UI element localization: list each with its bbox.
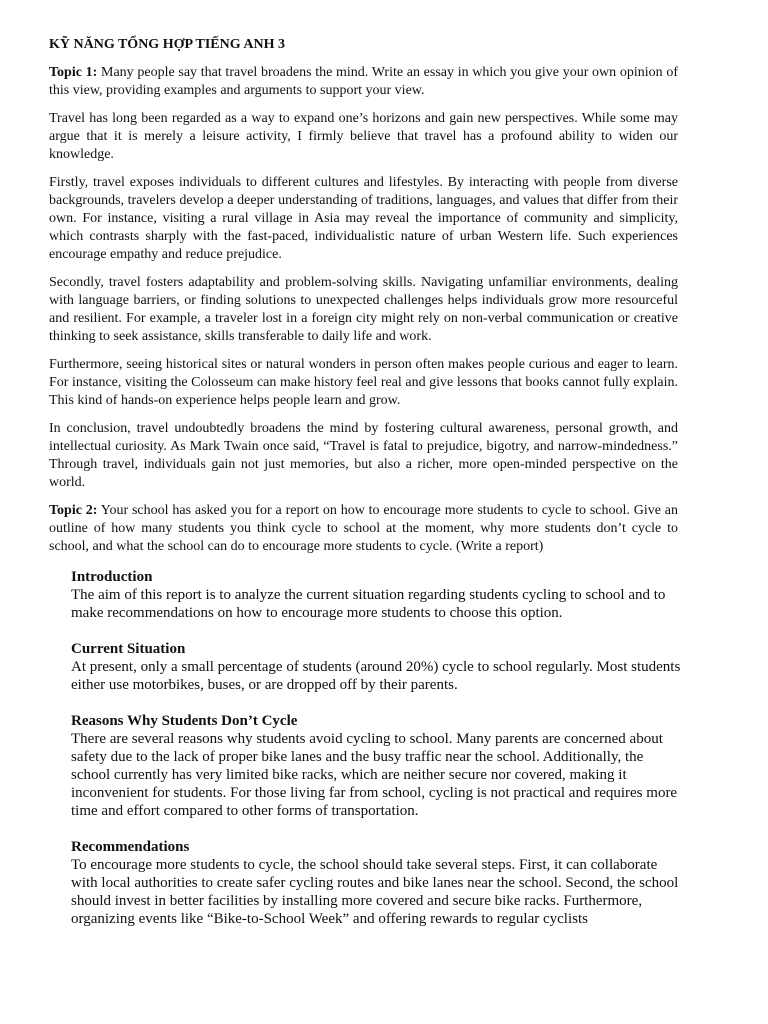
report-body: There are several reasons why students avoid cycling to school. Many parents are concerned about safety due to the lack of proper bike lanes and the busy traffic near the school. Additionally, the school currently has very limited bike racks, which are neither secure nor covered, making it inconvenient for students. For those living far from school, cycling is not practical and requires more time and effort compared to other forms of transportation. [71,731,678,819]
report-body: To encourage more students to cycle, the school should take several steps. First, it can collaborate with local authorities to create safer cycling routes and bike lanes near the school. Second, the school should invest in better facilities by installing more covered and secure bike racks. Furthermore, organizing events like “Bike-to-School Week” and offering rewards to regular cyclists [71,857,679,927]
essay-paragraph: In conclusion, travel undoubtedly broadens the mind by fostering cultural awareness, personal growth, and intellectual curiosity. As Mark Twain once said, “Travel is fatal to prejudice, bigotry, and narrow-mindedness.” Through travel, individuals gain not just memories, but also a richer, more open-minded perspective on the world. [49,421,678,490]
essay-paragraph: Secondly, travel fosters adaptability and problem-solving skills. Navigating unfamiliar environments, dealing with language barriers, or finding solutions to unexpected challenges helps individuals grow more resourceful and resilient. For example, a traveler lost in a foreign city might rely on non-verbal communication or creative thinking to seek assistance, skills transferable to daily life and work. [49,275,678,344]
topic1-prompt-text: Many people say that travel broadens the mind. Write an essay in which you give your own opinion of this view, providing examples and arguments to support your view. [49,65,678,98]
report-section-introduction [71,568,681,622]
report-content [71,568,681,946]
essay-paragraph: Travel has long been regarded as a way to expand one’s horizons and gain new perspectives. While some may argue that it is merely a leisure activity, I firmly believe that travel has a profound ability to widen our knowledge. [49,111,678,162]
topic2-prompt-text: Your school has asked you for a report on how to encourage more students to cycle to school. Give an outline of how many students you think cycle to school at the moment, why more students don’t cycle to school, and what the school can do to encourage more students to cycle. (Write a report) [49,503,679,554]
report-heading: Reasons Why Students Don’t Cycle [71,713,298,729]
report-section-current-situation [71,640,681,694]
topic1-label: Topic 1: [49,65,98,80]
document-title: KỸ NĂNG TỔNG HỢP TIẾNG ANH 3 [49,37,285,52]
report-body: The aim of this report is to analyze the current situation regarding students cycling to school and to make recommendations on how to encourage more students to choose this option. [71,587,666,621]
report-section-recommendations [71,838,681,928]
essay-paragraph: Firstly, travel exposes individuals to different cultures and lifestyles. By interacting with people from diverse backgrounds, travelers develop a deeper understanding of traditions, languages, and values that differ from their own. For instance, visiting a rural village in Asia may reveal the importance of community and simplicity, which contrasts sharply with the fast-paced, individualistic nature of urban Western life. Such experiences encourage empathy and reduce prejudice. [49,175,678,262]
report-heading: Introduction [71,569,153,585]
report-section-reasons [71,712,681,820]
report-heading: Recommendations [71,839,190,855]
report-heading: Current Situation [71,641,186,657]
topic1-prompt [49,64,678,100]
essay-paragraph: Furthermore, seeing historical sites or natural wonders in person often makes people curious and eager to learn. For instance, visiting the Colosseum can make history feel real and give lessons that books cannot fully explain. This kind of hands-on experience helps people learn and grow. [49,357,678,408]
essay-content [49,36,678,566]
topic2-label: Topic 2: [49,503,98,518]
report-body: At present, only a small percentage of students (around 20%) cycle to school regularly. Most students either use motorbikes, buses, or are dropped off by their parents. [71,659,681,693]
topic2-prompt [49,502,678,556]
